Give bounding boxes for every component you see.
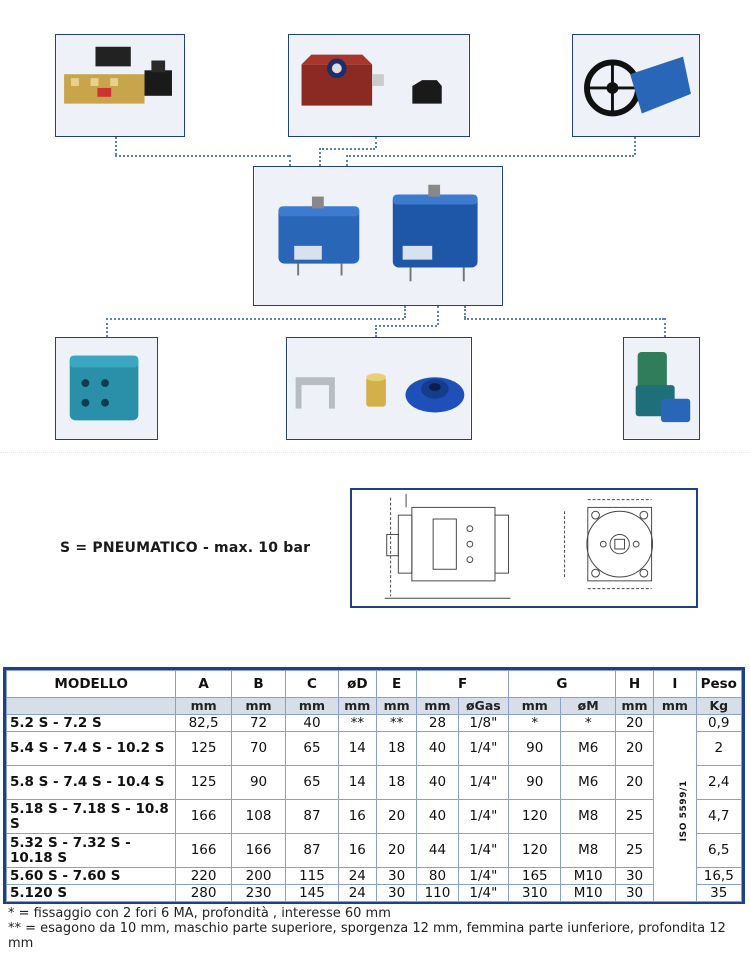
table-row xyxy=(7,800,742,834)
unit-cell xyxy=(7,698,176,715)
value-cell: 2 xyxy=(696,732,741,766)
value-cell: 87 xyxy=(286,834,338,868)
connector-line xyxy=(375,325,437,327)
value-cell: 24 xyxy=(338,885,376,902)
model-specs-table xyxy=(3,667,745,904)
iso-standard-label: ISO 5599/1 xyxy=(679,779,690,842)
specs-table xyxy=(6,670,742,902)
value-cell: M6 xyxy=(561,732,615,766)
value-cell: 24 xyxy=(338,868,376,885)
value-cell: 230 xyxy=(231,885,285,902)
value-cell: 72 xyxy=(231,715,285,732)
value-cell: 90 xyxy=(509,766,561,800)
model-cell: 5.32 S - 7.32 S - 10.18 S xyxy=(7,834,176,868)
connector-line xyxy=(664,318,666,337)
col-header-e: E xyxy=(376,671,416,698)
value-cell: 20 xyxy=(615,732,653,766)
value-cell: 20 xyxy=(615,766,653,800)
col-header-d: øD xyxy=(338,671,376,698)
value-cell: 1/4" xyxy=(458,834,508,868)
value-cell: 30 xyxy=(615,868,653,885)
connector-line xyxy=(437,306,439,325)
value-cell: 90 xyxy=(509,732,561,766)
model-cell: 5.4 S - 7.4 S - 10.2 S xyxy=(7,732,176,766)
connector-line xyxy=(346,155,348,166)
unit-cell: Kg xyxy=(696,698,741,715)
value-cell: 1/4" xyxy=(458,868,508,885)
value-cell: 110 xyxy=(417,885,458,902)
value-cell: 30 xyxy=(615,885,653,902)
photo-mounting-accessories xyxy=(286,337,472,440)
table-row xyxy=(7,732,742,766)
value-cell: 166 xyxy=(176,800,231,834)
value-cell: 30 xyxy=(376,868,416,885)
connector-line xyxy=(319,148,375,150)
col-header-peso: Peso xyxy=(696,671,741,698)
connector-line xyxy=(289,155,291,166)
col-header-a: A xyxy=(176,671,231,698)
value-cell: 40 xyxy=(417,732,458,766)
unit-cell: øM xyxy=(561,698,615,715)
value-cell: M10 xyxy=(561,885,615,902)
value-cell: 220 xyxy=(176,868,231,885)
value-cell: 125 xyxy=(176,732,231,766)
pneumatic-spec-label: S = PNEUMATICO - max. 10 bar xyxy=(60,540,311,556)
connector-line xyxy=(375,325,377,337)
value-cell: 166 xyxy=(176,834,231,868)
unit-cell: mm xyxy=(286,698,338,715)
value-cell: 80 xyxy=(417,868,458,885)
value-cell: 20 xyxy=(376,834,416,868)
section-divider xyxy=(0,452,750,453)
col-header-i: I xyxy=(654,671,696,698)
value-cell: M10 xyxy=(561,868,615,885)
value-cell: 165 xyxy=(509,868,561,885)
value-cell: 2,4 xyxy=(696,766,741,800)
value-cell: 16 xyxy=(338,834,376,868)
connector-line xyxy=(106,318,108,337)
connector-line xyxy=(464,306,466,318)
unit-cell: mm xyxy=(654,698,696,715)
connector-line xyxy=(115,137,117,155)
value-cell: 18 xyxy=(376,732,416,766)
unit-cell: mm xyxy=(509,698,561,715)
col-header-modello: MODELLO xyxy=(7,671,176,698)
value-cell: 30 xyxy=(376,885,416,902)
value-cell: 40 xyxy=(417,800,458,834)
value-cell: 65 xyxy=(286,732,338,766)
footnote-double-star: ** = esagono da 10 mm, maschio parte superiore, sporgenza 12 mm, femmina parte iunferiore, profondita 12 mm xyxy=(8,921,726,951)
value-cell: 25 xyxy=(615,834,653,868)
value-cell: 16,5 xyxy=(696,868,741,885)
photo-manual-override-handwheel xyxy=(572,34,700,137)
table-row xyxy=(7,834,742,868)
connector-line xyxy=(404,306,406,318)
photo-double-actuator xyxy=(55,337,158,440)
unit-cell: mm xyxy=(615,698,653,715)
footnote-single-star: * = fissaggio con 2 fori 6 MA, profondità , interesse 60 mm xyxy=(8,906,391,921)
value-cell: 40 xyxy=(286,715,338,732)
value-cell: 0,9 xyxy=(696,715,741,732)
value-cell: 1/4" xyxy=(458,885,508,902)
table-row xyxy=(7,885,742,902)
technical-drawing xyxy=(350,488,698,608)
value-cell: 6,5 xyxy=(696,834,741,868)
value-cell: 25 xyxy=(615,800,653,834)
connector-line xyxy=(106,318,404,320)
value-cell: * xyxy=(509,715,561,732)
photo-actuators-main xyxy=(253,166,503,306)
value-cell: 115 xyxy=(286,868,338,885)
value-cell: 40 xyxy=(417,766,458,800)
connector-line xyxy=(634,137,636,155)
unit-cell: mm xyxy=(417,698,458,715)
value-cell: 1/4" xyxy=(458,800,508,834)
value-cell: M6 xyxy=(561,766,615,800)
value-cell: ** xyxy=(376,715,416,732)
table-row xyxy=(7,715,742,732)
value-cell: 120 xyxy=(509,800,561,834)
value-cell: 14 xyxy=(338,732,376,766)
model-cell: 5.8 S - 7.4 S - 10.4 S xyxy=(7,766,176,800)
value-cell: 28 xyxy=(417,715,458,732)
table-row xyxy=(7,868,742,885)
col-header-f: F xyxy=(417,671,509,698)
iso-standard-cell xyxy=(654,715,696,902)
value-cell: 1/4" xyxy=(458,766,508,800)
photo-solenoid-valve xyxy=(55,34,185,137)
value-cell: 18 xyxy=(376,766,416,800)
connector-line xyxy=(346,155,634,157)
value-cell: 1/8" xyxy=(458,715,508,732)
col-header-h: H xyxy=(615,671,653,698)
value-cell: 4,7 xyxy=(696,800,741,834)
connector-line xyxy=(375,137,377,148)
value-cell: 108 xyxy=(231,800,285,834)
value-cell: M8 xyxy=(561,800,615,834)
model-cell: 5.18 S - 7.18 S - 10.8 S xyxy=(7,800,176,834)
value-cell: 20 xyxy=(376,800,416,834)
value-cell: 70 xyxy=(231,732,285,766)
value-cell: ** xyxy=(338,715,376,732)
value-cell: 166 xyxy=(231,834,285,868)
connector-line xyxy=(464,318,664,320)
value-cell: 120 xyxy=(509,834,561,868)
connector-line xyxy=(319,148,321,166)
value-cell: * xyxy=(561,715,615,732)
value-cell: 87 xyxy=(286,800,338,834)
unit-cell: mm xyxy=(338,698,376,715)
value-cell: 82,5 xyxy=(176,715,231,732)
value-cell: 65 xyxy=(286,766,338,800)
unit-cell: mm xyxy=(376,698,416,715)
value-cell: 1/4" xyxy=(458,732,508,766)
value-cell: 145 xyxy=(286,885,338,902)
footnotes xyxy=(8,906,748,951)
unit-cell: øGas xyxy=(458,698,508,715)
col-header-c: C xyxy=(286,671,338,698)
value-cell: 280 xyxy=(176,885,231,902)
table-row xyxy=(7,766,742,800)
model-cell: 5.2 S - 7.2 S xyxy=(7,715,176,732)
photo-motor-actuator xyxy=(623,337,700,440)
photo-limit-switch-box xyxy=(288,34,470,137)
value-cell: 90 xyxy=(231,766,285,800)
unit-cell: mm xyxy=(176,698,231,715)
model-cell: 5.120 S xyxy=(7,885,176,902)
value-cell: 200 xyxy=(231,868,285,885)
unit-cell: mm xyxy=(231,698,285,715)
connector-line xyxy=(115,155,289,157)
table-header-row xyxy=(7,671,742,698)
value-cell: M8 xyxy=(561,834,615,868)
value-cell: 16 xyxy=(338,800,376,834)
value-cell: 20 xyxy=(615,715,653,732)
table-units-row xyxy=(7,698,742,715)
value-cell: 310 xyxy=(509,885,561,902)
value-cell: 125 xyxy=(176,766,231,800)
model-cell: 5.60 S - 7.60 S xyxy=(7,868,176,885)
value-cell: 35 xyxy=(696,885,741,902)
value-cell: 44 xyxy=(417,834,458,868)
col-header-g: G xyxy=(509,671,616,698)
value-cell: 14 xyxy=(338,766,376,800)
col-header-b: B xyxy=(231,671,285,698)
